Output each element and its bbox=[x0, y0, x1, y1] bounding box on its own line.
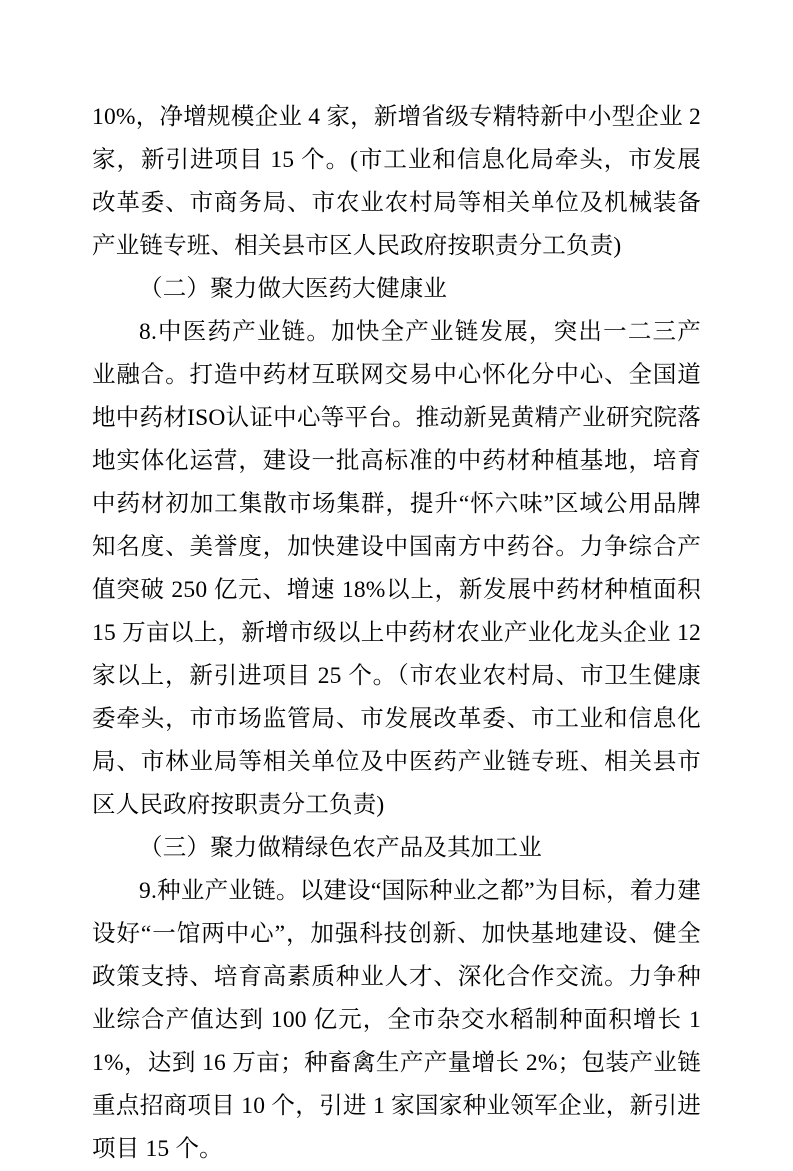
paragraph-section-two-heading: （二）聚力做大医药大健康业 bbox=[139, 276, 448, 302]
paragraph-section-three-heading: （三）聚力做精绿色农产品及其加工业 bbox=[139, 835, 542, 861]
paragraph-continued-machinery: 10%，净增规模企业 4 家，新增省级专精特新中小型企业 2 家，新引进项目 15 个。(市工业和信息化局牵头，市发展改革委、市商务局、市农业农村局等相关单位及机械装备产业链专班、相关县市区人民政府按职责分工负责) bbox=[92, 104, 708, 259]
paragraph-item-8-tcm: 8.中医药产业链。加快全产业链发展，突出一二三产业融合。打造中药材互联网交易中心怀化分中心、全国道地中药材ISO认证中心等平台。推动新晃黄精产业研究院落地实体化运营，建设一批高标准的中药材种植基地，培育中药材初加工集散市场集群，提升“怀六味”区域公用品牌知名度、美誉度，加快建设中国南方中药谷。力争综合产值突破 250 亿元、增速 18%以上，新发展中药材种植面积 15 万亩以上，新增市级以上中药材农业产业化龙头企业 12 家以上，新引进项目 25 个。（市农业农村局、市卫生健康委牵头，市市场监管局、市发展改革委、市工业和信息化局、市林业局等相关单位及中医药产业链专班、相关县市区人民政府按职责分工负责) bbox=[92, 319, 708, 818]
document-body bbox=[92, 96, 708, 1171]
paragraph-item-9-seed: 9.种业产业链。以建设“国际种业之都”为目标，着力建设好“一馆两中心”，加强科技创新、加快基地建设、健全政策支持、培育高素质种业人才、深化合作交流。力争种业综合产值达到 100 亿元，全市杂交水稻制种面积增长 11%，达到 16 万亩；种畜禽生产产量增长 2%；包装产业链重点招商项目 10 个，引进 1 家国家种业领军企业，新引进项目 15 个。 bbox=[92, 878, 701, 1162]
